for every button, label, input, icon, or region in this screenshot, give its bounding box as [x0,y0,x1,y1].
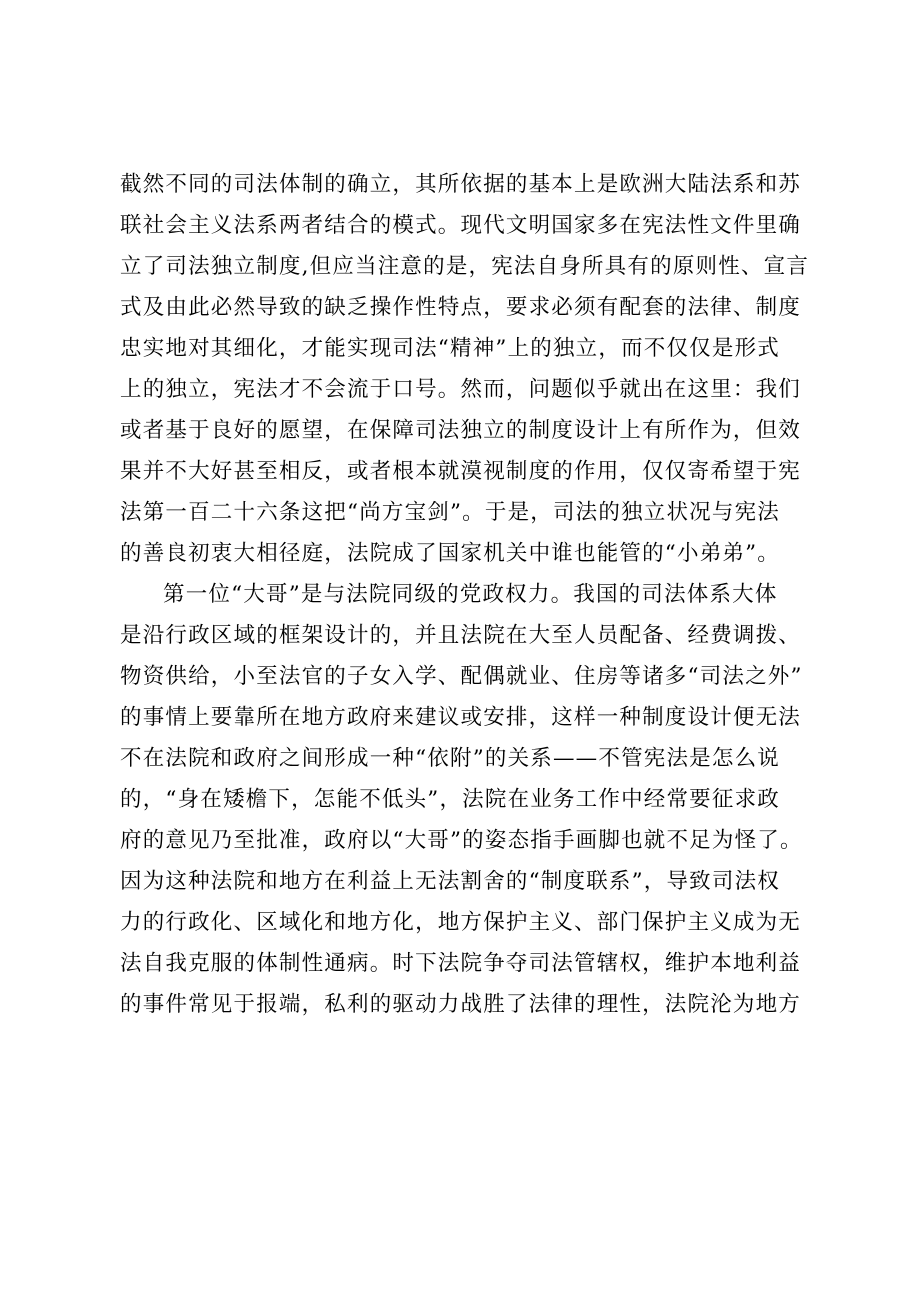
text-line: 的，“身在矮檐下，怎能不低头”，法院在业务工作中经常要征求政 [120,787,780,812]
text-line: 府的意见乃至批准，政府以“大哥”的姿态指手画脚也就不足为怪了。 [120,828,803,853]
text-line: 法自我克服的体制性通病。时下法院争夺司法管辖权，维护本地利益 [120,951,802,976]
text-line: 的事件常见于报端，私利的驱动力战胜了法律的理性，法院沦为地方 [120,992,802,1017]
text-line: 上的独立，宪法才不会流于口号。然而，问题似乎就出在这里：我们 [120,377,802,402]
text-line: 立了司法独立制度,但应当注意的是，宪法自身所具有的原则性、宣言 [120,254,810,279]
text-line: 不在法院和政府之间形成一种“依附”的关系——不管宪法是怎么说 [120,746,780,771]
text-line: 是沿行政区域的框架设计的，并且法院在大至人员配备、经费调拨、 [120,623,802,648]
text-line: 截然不同的司法体制的确立，其所依据的基本上是欧洲大陆法系和苏 [120,172,802,197]
text-line: 物资供给，小至法官的子女入学、配偶就业、住房等诸多“司法之外” [120,664,803,689]
text-line: 力的行政化、区域化和地方化，地方保护主义、部门保护主义成为无 [120,910,802,935]
text-line: 果并不大好甚至相反，或者根本就漠视制度的作用，仅仅寄希望于宪 [120,459,802,484]
text-line: 式及由此必然导致的缺乏操作性特点，要求必须有配套的法律、制度 [120,295,802,320]
text-line: 忠实地对其细化，才能实现司法“精神”上的独立，而不仅仅是形式 [120,336,780,361]
text-line: 的善良初衷大相径庭，法院成了国家机关中谁也能管的“小弟弟”。 [120,541,780,566]
text-line: 因为这种法院和地方在利益上无法割舍的“制度联系”，导致司法权 [120,869,780,894]
text-line: 联社会主义法系两者结合的模式。现代文明国家多在宪法性文件里确 [120,213,802,238]
text-line: 的事情上要靠所在地方政府来建议或安排，这样一种制度设计便无法 [120,705,802,730]
text-line: 第一位“大哥”是与法院同级的党政权力。我国的司法体系大体 [163,582,778,607]
text-line: 或者基于良好的愿望，在保障司法独立的制度设计上有所作为，但效 [120,418,802,443]
text-line: 法第一百二十六条这把“尚方宝剑”。于是，司法的独立状况与宪法 [120,500,780,525]
